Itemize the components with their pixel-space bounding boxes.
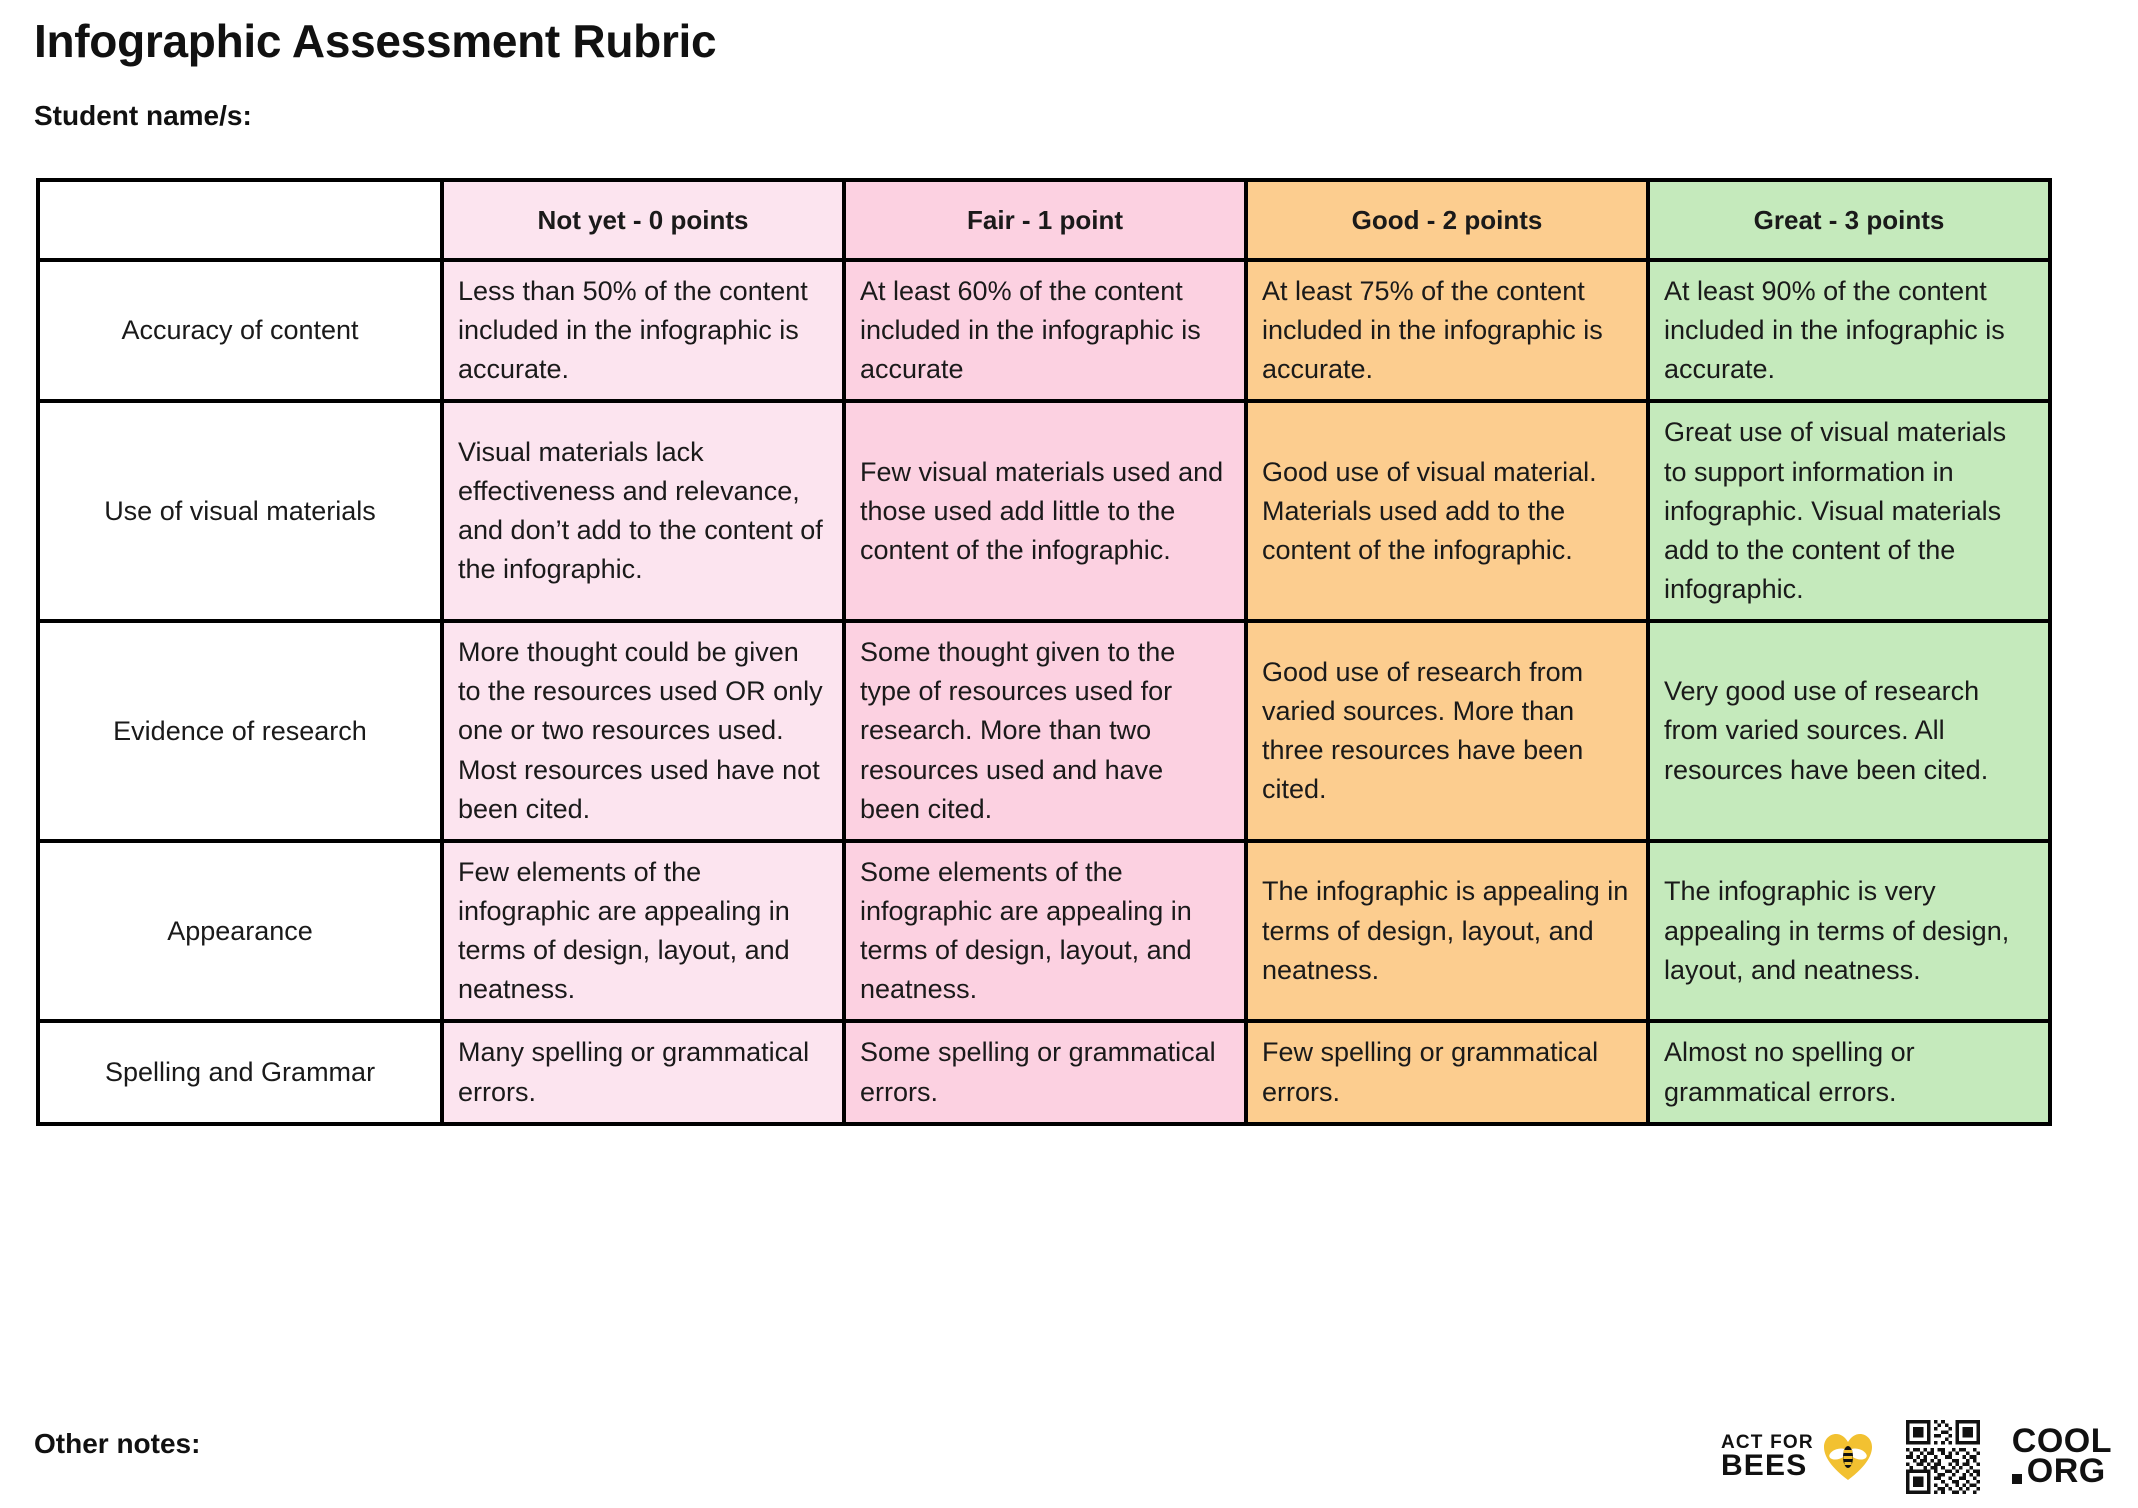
- rubric-cell-good: Good use of visual material. Materials used add to the content of the infographic.: [1246, 401, 1648, 621]
- criterion-label: Appearance: [38, 841, 442, 1022]
- rubric-cell-great: The infographic is very appealing in terms of design, layout, and neatness.: [1648, 841, 2050, 1022]
- table-row: [38, 260, 2050, 401]
- student-name-label: Student name/s:: [34, 100, 252, 131]
- rubric-cell-great: At least 90% of the content included in the infographic is accurate.: [1648, 260, 2050, 401]
- assessment-rubric-table: [36, 178, 2052, 1126]
- act-for-bees-logo: [1721, 1432, 1874, 1482]
- table-row: [38, 621, 2050, 841]
- rubric-cell-not-yet: More thought could be given to the resources used OR only one or two resources used. Most resources used have not been cited.: [442, 621, 844, 841]
- rubric-cell-great: Almost no spelling or grammatical errors.: [1648, 1021, 2050, 1123]
- rubric-cell-fair: At least 60% of the content included in the infographic is accurate: [844, 260, 1246, 401]
- rubric-cell-good: Good use of research from varied sources. More than three resources have been cited.: [1246, 621, 1648, 841]
- rubric-cell-not-yet: Less than 50% of the content included in the infographic is accurate.: [442, 260, 844, 401]
- table-row: [38, 841, 2050, 1022]
- rubric-cell-fair: Few visual materials used and those used add little to the content of the infographic.: [844, 401, 1246, 621]
- rubric-cell-not-yet: Few elements of the infographic are appealing in terms of design, layout, and neatness.: [442, 841, 844, 1022]
- cool-org-dot-icon: [2012, 1474, 2022, 1484]
- act-for-bees-line1: ACT FOR: [1720, 1432, 1814, 1454]
- rubric-cell-good: Few spelling or grammatical errors.: [1246, 1021, 1648, 1123]
- criterion-label: Accuracy of content: [38, 260, 442, 401]
- criterion-label: Use of visual materials: [38, 401, 442, 621]
- header-cell-good: Good - 2 points: [1246, 180, 1648, 260]
- rubric-cell-good: At least 75% of the content included in the infographic is accurate.: [1246, 260, 1648, 401]
- rubric-cell-fair: Some thought given to the type of resources used for research. More than two resources used and have been cited.: [844, 621, 1246, 841]
- rubric-cell-good: The infographic is appealing in terms of design, layout, and neatness.: [1246, 841, 1648, 1022]
- header-cell-great: Great - 3 points: [1648, 180, 2050, 260]
- header-cell-fair: Fair - 1 point: [844, 180, 1246, 260]
- other-notes-label: Other notes:: [34, 1428, 201, 1459]
- cool-org-logo: [2011, 1422, 2112, 1490]
- criterion-label: Evidence of research: [38, 621, 442, 841]
- footer-logos: [1721, 1420, 2112, 1494]
- rubric-cell-great: Great use of visual materials to support information in infographic. Visual materials add to the content of the infographic.: [1648, 401, 2050, 621]
- rubric-cell-fair: Some elements of the infographic are appealing in terms of design, layout, and neatness.: [844, 841, 1246, 1022]
- qr-code-icon[interactable]: [1906, 1420, 1980, 1494]
- rubric-cell-great: Very good use of research from varied sources. All resources have been cited.: [1648, 621, 2050, 841]
- header-cell-blank: [38, 180, 442, 260]
- rubric-cell-not-yet: Many spelling or grammatical errors.: [442, 1021, 844, 1123]
- cool-org-line2-row: [2012, 1452, 2112, 1490]
- table-row: [38, 401, 2050, 621]
- act-for-bees-line2: BEES: [1720, 1448, 1808, 1482]
- act-for-bees-wordmark: [1720, 1432, 1814, 1482]
- cool-org-line1: COOL: [2011, 1422, 2112, 1461]
- bee-heart-icon: [1822, 1432, 1874, 1482]
- header-cell-not-yet: Not yet - 0 points: [442, 180, 844, 260]
- rubric-cell-fair: Some spelling or grammatical errors.: [844, 1021, 1246, 1123]
- table-row: [38, 1021, 2050, 1123]
- page-title: Infographic Assessment Rubric: [34, 15, 717, 67]
- criterion-label: Spelling and Grammar: [38, 1021, 442, 1123]
- rubric-cell-not-yet: Visual materials lack effectiveness and relevance, and don’t add to the content of the infographic.: [442, 401, 844, 621]
- table-header: [38, 180, 2050, 260]
- table-body: [38, 260, 2050, 1124]
- header-row: [38, 180, 2050, 260]
- cool-org-line2: ORG: [2026, 1452, 2106, 1490]
